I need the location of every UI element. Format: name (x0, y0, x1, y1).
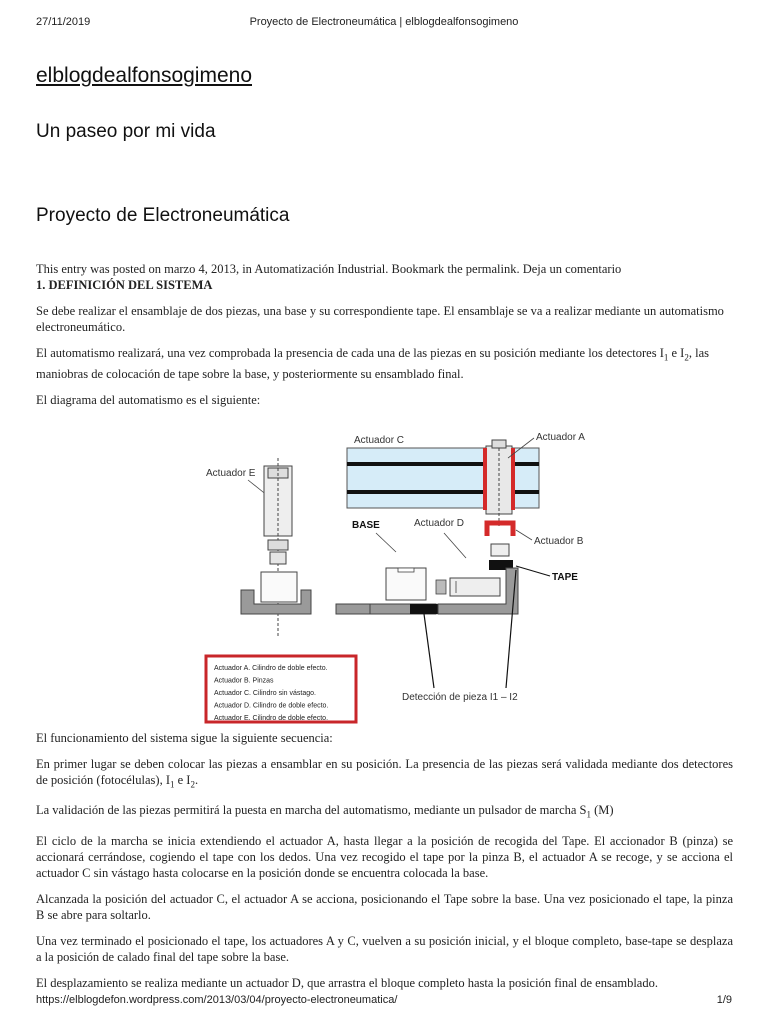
label-base: BASE (352, 519, 380, 531)
label-actuador-b: Actuador B (534, 535, 584, 547)
paragraph-1: Se debe realizar el ensamblaje de dos piezas, una base y su correspondiente tape. El ensamblaje se va a realizar mediante un automatismo electroneumático. (36, 304, 724, 334)
legend-item: Actuador C. Cilindro sin vástago. (214, 689, 316, 697)
print-header (36, 16, 732, 30)
paragraph-8: Alcanzada la posición del actuador C, el actuador A se acciona, posicionando el Tape sobre la base. Una vez posicionado el tape, la pinza B se abre para soltarlo. (36, 891, 733, 922)
site-tagline: Un paseo por mi vida (36, 121, 216, 142)
site-title-link[interactable]: elblogdealfonsogimeno (36, 64, 252, 87)
legend-item: Actuador D. Cilindro de doble efecto. (214, 702, 329, 709)
category-link[interactable]: Automatización Industrial (254, 262, 386, 276)
print-footer (36, 994, 732, 1008)
paragraph-5: En primer lugar se deben colocar las piezas a ensamblar en su posición. La presencia de las piezas será validada mediante dos detectores de posición (fotocélulas), $I_1$ e $I_2$. (36, 756, 733, 789)
section-heading: 1. DEFINICIÓN DEL SISTEMA (36, 278, 213, 292)
label-tape: TAPE (552, 571, 578, 583)
post-title: Proyecto de Electroneumática (36, 205, 290, 226)
page-number: 1/9 (716, 994, 732, 1006)
print-date: 27/11/2019 (36, 16, 91, 28)
paragraph-2: El automatismo realizará, una vez comprobada la presencia de cada una de las piezas en su posición mediante los detectores $I_1$ e $I_2$, las maniobras de colocación de tape sobre la base, y posteriormente su ensamblado final. (36, 346, 709, 381)
actuador-b-gripper (487, 523, 513, 536)
paragraph-10: El desplazamiento se realiza mediante un actuador D, que arrastra el bloque completo hasta la posición final de ensamblado. (36, 975, 658, 990)
paragraph-9: Una vez terminado el posicionado el tape, los actuadores A y C, vuelven a su posición inicial, y el bloque completo, base-tape se desplaza a la posición de calado final del tape sobre la base. (36, 933, 733, 964)
paragraph-7: El ciclo de la marcha se inicia extendiendo el actuador A, hasta llegar a la posición de recogida del Tape. El accionador B (pinza) se accionará cerrándose, cogiendo el tape con los dedos. Una vez recogido el tape por la pinza B, el actuador A se recoge, y se acciona el actuador C sin vástago hasta colocarse en la posición donde se encuentra colocada la base. (36, 833, 733, 880)
actuador-a-gripper-left (483, 448, 487, 510)
paragraph-3: El diagrama del automatismo es el siguiente: (36, 392, 261, 407)
label-actuador-a: Actuador A (536, 431, 585, 443)
comment-link[interactable]: Deja un comentario (522, 262, 622, 276)
actuador-a-gripper-right (511, 448, 515, 510)
paragraph-4: El funcionamiento del sistema sigue la siguiente secuencia: (36, 730, 333, 745)
print-page-title: Proyecto de Electroneumática | elblogdealfonsogimeno (249, 16, 519, 28)
legend-item: Actuador A. Cilindro de doble efecto. (214, 664, 328, 672)
label-actuador-c: Actuador C (354, 434, 405, 446)
label-actuador-e: Actuador E (206, 467, 256, 479)
automation-diagram (36, 418, 733, 722)
label-actuador-d: Actuador D (414, 517, 465, 529)
legend-item: Actuador B. Pinzas (214, 677, 274, 684)
legend-item: Actuador E. Cilindro de doble efecto. (214, 714, 329, 722)
post-content (36, 261, 733, 1001)
paragraph-6: La validación de las piezas permitirá la puesta en marcha del automatismo, mediante un pulsador de marcha $S_1$ (M) (36, 803, 614, 820)
permalink-link[interactable]: permalink (465, 262, 517, 276)
label-deteccion: Detección de pieza I1 – I2 (402, 691, 518, 703)
print-url: https://elblogdefon.wordpress.com/2013/03/04/proyecto-electroneumatica/ (36, 994, 398, 1006)
post-meta: This entry was posted on marzo 4, 2013, in Automatización Industrial. Bookmark the permalink. Deja un comentario (36, 262, 622, 276)
